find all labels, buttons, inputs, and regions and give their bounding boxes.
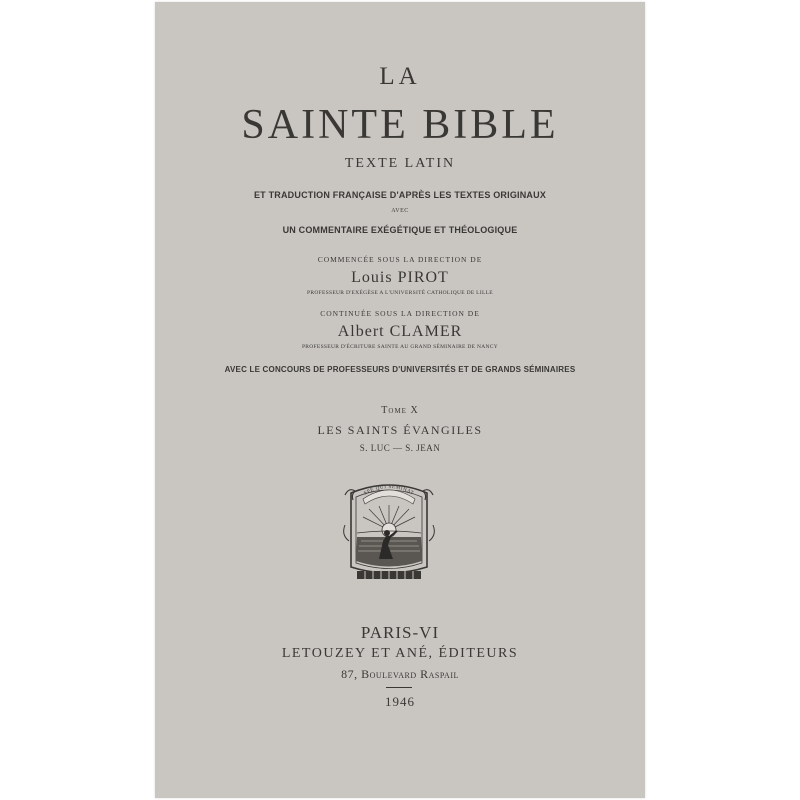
avec-line: AVEC	[391, 208, 409, 214]
translation-line: ET TRADUCTION FRANÇAISE D'APRÈS LES TEXTES ORIGINAUX	[253, 190, 547, 200]
publisher-emblem-icon	[339, 475, 439, 585]
director-1-name: Louis PIROT	[351, 269, 449, 286]
director-1-title: PROFESSEUR D'EXÉGÈSE A L'UNIVERSITÉ CATHOLIQUE DE LILLE	[307, 290, 493, 296]
director-2-title: PROFESSEUR D'ÉCRITURE SAINTE AU GRAND SÉMINAIRE DE NANCY	[301, 344, 499, 350]
title-page	[155, 2, 645, 798]
begun-under-line: COMMENCÉE SOUS LA DIRECTION DE	[317, 255, 483, 264]
contributors-line: AVEC LE CONCOURS DE PROFESSEURS D'UNIVERSITÉS ET DE GRANDS SÉMINAIRES	[224, 365, 576, 374]
subtitle: TEXTE LATIN	[344, 156, 456, 171]
publisher-name: LETOUZEY ET ANÉ, ÉDITEURS	[281, 646, 519, 661]
commentary-line: UN COMMENTAIRE EXÉGÉTIQUE ET THÉOLOGIQUE	[282, 225, 518, 235]
book-title: SAINTE BIBLE	[241, 102, 559, 148]
volume-number: Tome X	[381, 405, 419, 416]
title-article: LA	[379, 63, 421, 90]
director-2-name: Albert CLAMER	[337, 323, 463, 340]
volume-title: LES SAINTS ÉVANGILES	[317, 423, 483, 437]
publisher-address: 87, Boulevard Raspail	[341, 667, 459, 681]
publisher-city: PARIS-VI	[360, 623, 440, 642]
divider	[386, 687, 412, 688]
emblem-motto: SPE QUI SEMINAT	[363, 484, 415, 497]
volume-contents: S. LUC — S. JEAN	[359, 443, 441, 453]
continued-under-line: CONTINUÉE SOUS LA DIRECTION DE	[320, 309, 480, 318]
publication-year: 1946	[385, 694, 415, 709]
